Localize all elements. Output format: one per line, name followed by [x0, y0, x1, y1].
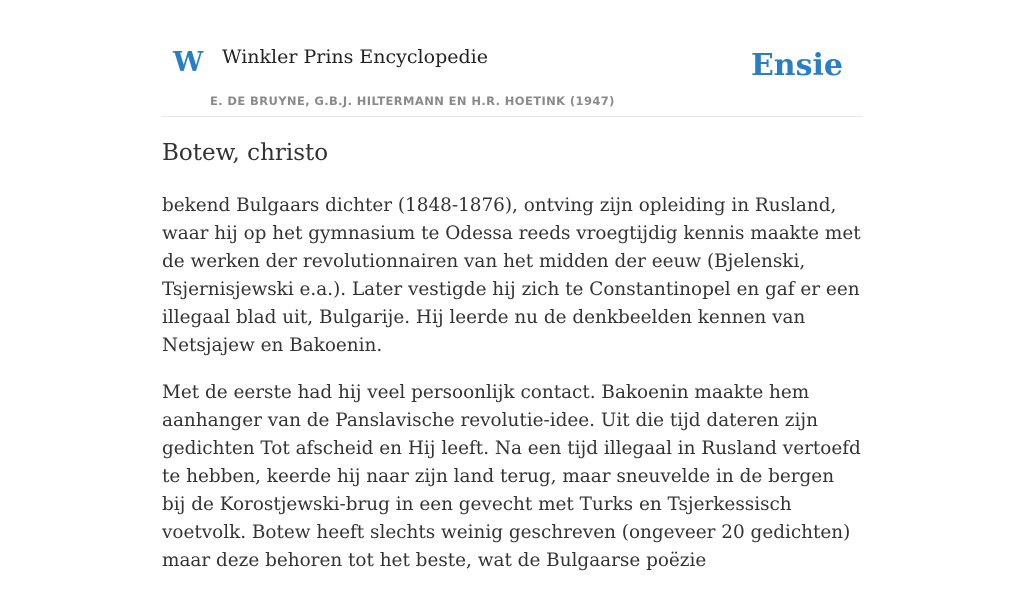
publication-logo-icon[interactable]: W [173, 47, 204, 78]
article-title: Botew, christo [162, 140, 329, 166]
publication-header [162, 0, 862, 117]
publication-title[interactable]: Winkler Prins Encyclopedie [222, 46, 488, 68]
article-body [162, 192, 862, 594]
article-paragraph-1: bekend Bulgaars dichter (1848-1876), ontving zijn opleiding in Rusland, waar hij op het gymnasium te Odessa reeds vroegtijdig kennis maakte met de werken der revolutionnairen van het midden der eeuw (Bjelenski, Tsjernisjewski e.a.). Later vestigde hij zich te Constantinopel en gaf er een illegaal blad uit, Bulgarije. Hij leerde nu de denkbeelden kennen van Netsjajew en Bakoenin. [162, 195, 861, 356]
brand-logo[interactable]: Ensie [750, 48, 843, 83]
page-container [162, 0, 862, 571]
article-paragraph-2: Met de eerste had hij veel persoonlijk contact. Bakoenin maakte hem aanhanger van de Panslavische revolutie-idee. Uit die tijd dateren zijn gedichten Tot afscheid en Hij leeft. Na een tijd illegaal in Rusland vertoefd te hebben, keerde hij naar zijn land terug, maar sneuvelde in de bergen bij de Korostjewski-brug in een gevecht met Turks en Tsjerkessisch voetvolk. Botew heeft slechts weinig geschreven (ongeveer 20 gedichten) maar deze behoren tot het beste, wat de Bulgaarse poëzie [162, 382, 861, 571]
publication-authors: E. DE BRUYNE, G.B.J. HILTERMANN EN H.R. HOETINK (1947) [210, 94, 615, 108]
